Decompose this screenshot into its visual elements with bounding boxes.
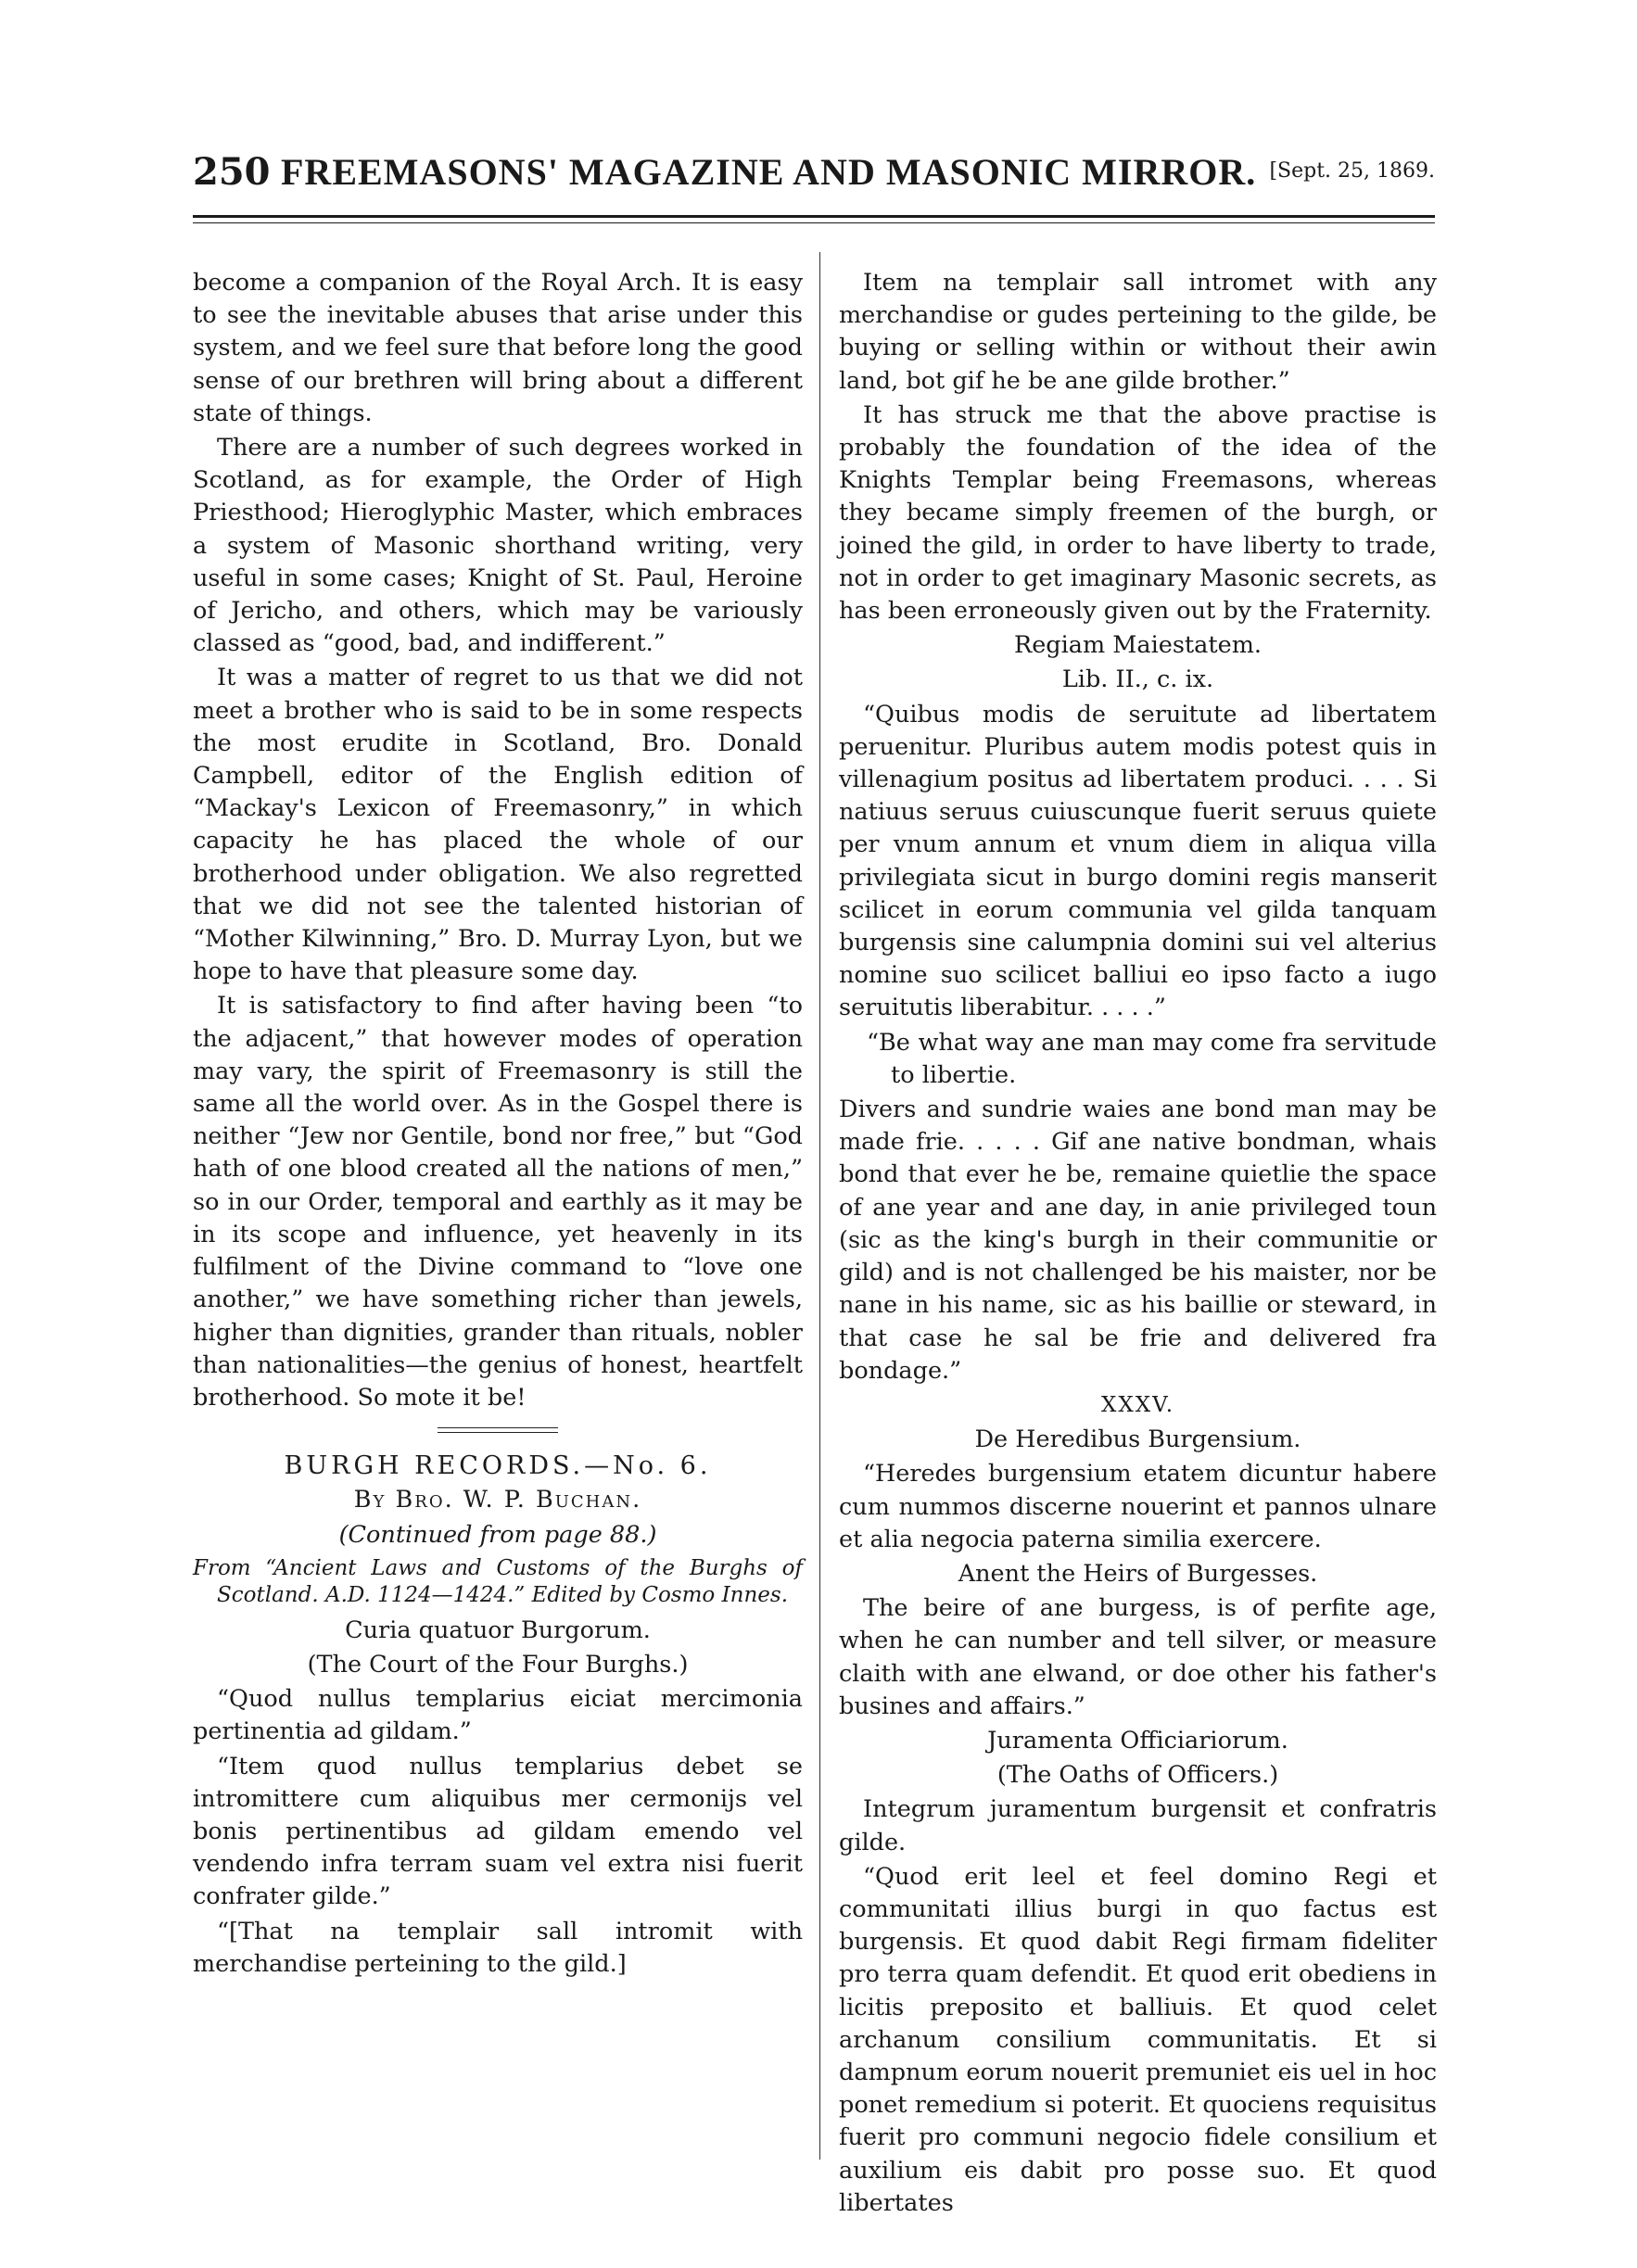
paragraph: Item na templair sall intromet with any merchandise or gudes perteining to the gilde, be buying or selling within or without their awin land, bot gif he be ane gilde brother.” <box>839 269 1437 395</box>
section-subheading: Lib. II., c. ix. <box>1061 665 1214 694</box>
quotation: “[That na templair sall intromit with merchandise perteining to the gild.] <box>193 1917 803 1978</box>
paragraph: become a companion of the Royal Arch. It is easy to see the inevitable abuses that arise under this system, and we feel sure that before long the good sense of our brethren will bring about a different state of things. <box>193 269 803 427</box>
masthead-title: FREEMASONS' MAGAZINE AND MASONIC MIRROR. <box>281 151 1257 193</box>
page-number: 250 <box>193 150 271 194</box>
section-subheading: (The Court of the Four Burghs.) <box>307 1650 689 1679</box>
paragraph: Divers and sundrie waies ane bond man may be made frie. . . . . Gif ane native bondman, whais bond that ever he be, remaine quietlie the space of ane year and ane day, in anie privileged toun (sic as the king's burgh in their communitie or gild) and is not challenged be his maister, nor be nane in his name, sic as his baillie or steward, in that case he sal be frie and delivered fra bondage.” <box>839 1096 1437 1385</box>
quotation: “Be what way ane man may come fra servitude to libertie. <box>867 1028 1437 1089</box>
paragraph: Integrum juramentum burgensit et confratris gilde. <box>839 1795 1437 1856</box>
article-title: BURGH RECORDS.—No. 6. <box>284 1451 712 1481</box>
quotation: “Item quod nullus templarius debet se intromittere cum aliquibus mer cermonijs vel bonis pertinentibus ad gildam emendo vel vendendo infra terram suam vel extra nisi fuerit confrater gilde.” <box>193 1752 803 1911</box>
section-heading: Anent the Heirs of Burgesses. <box>958 1559 1318 1588</box>
section-heading: Regiam Maiestatem. <box>1014 631 1262 660</box>
section-heading: Juramenta Officiariorum. <box>987 1726 1288 1755</box>
continued-note: (Continued from page 88.) <box>338 1520 657 1549</box>
quotation: “Quod nullus templarius eiciat mercimonia pertinentia ad gildam.” <box>193 1685 803 1746</box>
right-column <box>839 267 1437 2222</box>
paragraph: It has struck me that the above practise is probably the foundation of the idea of the Knights Templar being Freemasons, whereas they became simply freemen of the burgh, or joined the gild, in order to have liberty to trade, not in order to get imaginary Masonic secrets, as has been erroneously given out by the Fraternity. <box>839 400 1437 626</box>
column-divider <box>819 252 820 2160</box>
paragraph: There are a number of such degrees worked in Scotland, as for example, the Order of High Priesthood; Hieroglyphic Master, which embraces a system of Masonic shorthand writing, very useful in some cases; Knight of St. Paul, Heroine of Jericho, and others, which may be variously classed as “good, bad, and indifferent.” <box>193 434 803 658</box>
quotation: “Quibus modis de seruitute ad libertatem peruenitur. Pluribus autem modis potest quis in villenagium positus ad libertatem produci. . . . Si natiuus seruus cuiuscunque fuerit seruus quiete per vnum annum et vnum diem in aliqua villa privilegiata sicut in burgo domini regis manserit scilicet in eorum communia vel gilda tanquam burgensis sine calumpnia domini sui vel alterius nomine suo scilicet balliui eo ipso facto a iugo seruitutis liberabitur. . . . .” <box>839 700 1437 1022</box>
section-heading: De Heredibus Burgensium. <box>974 1425 1301 1454</box>
page-header <box>193 150 1435 206</box>
article-byline: By Bro. W. P. Buchan. <box>353 1486 642 1514</box>
section-separator <box>438 1427 558 1433</box>
issue-date: [Sept. 25, 1869. <box>1269 159 1435 183</box>
source-citation: From “Ancient Laws and Customs of the Burghs of Scotland. A.D. 1124—1424.” Edited by Cosmo Innes. <box>193 1555 803 1607</box>
quotation: “Heredes burgensium etatem dicuntur habere cum nummos discerne nouerint et pannos ulnare et alia negocia paterna similia exercere. <box>839 1460 1437 1553</box>
left-column <box>193 267 803 1983</box>
paragraph: It is satisfactory to find after having been “to the adjacent,” that however modes of operation may vary, the spirit of Freemasonry is still the same all the world over. As in the Gospel there is neither “Jew nor Gentile, bond nor free,” but “God hath of one blood created all the nations of men,” so in our Order, temporal and earthly as it may be in its scope and influence, yet heavenly in its fulfilment of the Divine command to “love one another,” we have something richer than jewels, higher than dignities, grander than rituals, nobler than nationalities—the genius of honest, heartfelt brotherhood. So mote it be! <box>193 992 803 1412</box>
paragraph: It was a matter of regret to us that we did not meet a brother who is said to be in some respects the most erudite in Scotland, Bro. Donald Campbell, editor of the English edition of “Mackay's Lexicon of Freemasonry,” in which capacity he has placed the whole of our brotherhood under obligation. We also regretted that we did not see the talented historian of “Mother Kilwinning,” Bro. D. Murray Lyon, but we hope to have that pleasure some day. <box>193 664 803 986</box>
header-rule <box>193 215 1435 218</box>
quotation: “Quod erit leel et feel domino Regi et communitati illius burgi in quo factus est burgensis. Et quod dabit Regi firmam fideliter pro terra quam defendit. Et quod erit obediens in licitis preposito et balliuis. Et quod celet archanum consilium communitatis. Et si dampnum eorum nouerit premuniet eis uel in hoc ponet remedium si poterit. Et quociens requisitus fuerit pro communi negocio fidele consilium et auxilium eis dabit pro posse suo. Et quod libertates <box>839 1862 1437 2217</box>
paragraph: The beire of ane burgess, is of perfite age, when he can number and tell silver, or measure claith with ane elwand, or doe other his father's busines and affairs.” <box>839 1594 1437 1720</box>
section-number: XXXV. <box>1100 1392 1175 1417</box>
section-heading: Curia quatuor Burgorum. <box>345 1615 651 1644</box>
section-subheading: (The Oaths of Officers.) <box>996 1761 1279 1790</box>
header-rule-thin <box>193 222 1435 223</box>
